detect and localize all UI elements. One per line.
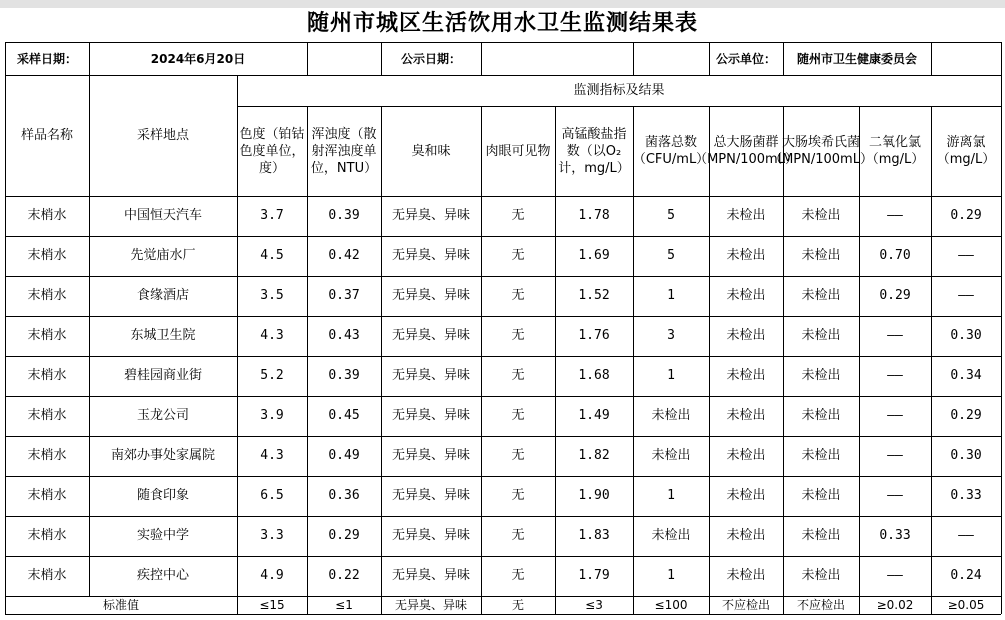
table-cell: 3.5 [260, 288, 284, 303]
table-cell: 无 [511, 288, 525, 303]
table-cell: 未检出 [801, 328, 841, 343]
grid-vline [307, 106, 308, 196]
table-cell: —— [958, 528, 974, 543]
table-cell: 0.34 [950, 368, 982, 383]
header-indicator-group: 监测指标及结果 [573, 83, 665, 98]
table-cell: 1.69 [578, 248, 610, 263]
table-cell: 1.49 [578, 408, 610, 423]
table-row-site: 南郊办事处家属院 [110, 448, 215, 463]
table-cell: 1.78 [578, 208, 610, 223]
table-cell: 0.29 [950, 408, 982, 423]
table-cell: 5 [667, 248, 675, 263]
grid-vline [1001, 596, 1002, 614]
grid-vline [5, 196, 6, 596]
header-sampling-site: 采样地点 [136, 128, 189, 143]
table-row-sample: 末梢水 [27, 248, 67, 263]
grid-vline [859, 196, 860, 596]
header-column: 色度（铂钴色度单位，度） [239, 126, 305, 176]
standard-value: ≥0.02 [876, 598, 914, 612]
table-cell: 未检出 [801, 248, 841, 263]
table-cell: 5 [667, 208, 675, 223]
table-cell: 1.82 [578, 448, 610, 463]
table-row-site: 碧桂园商业街 [123, 368, 202, 383]
table-cell: 1.76 [578, 328, 610, 343]
grid-vline [633, 42, 634, 75]
grid-vline [859, 596, 860, 614]
table-cell: 0.36 [328, 488, 360, 503]
table-cell: 0.43 [328, 328, 360, 343]
grid-hline [5, 236, 1001, 237]
table-cell: 无异臭、异味 [391, 528, 470, 543]
table-cell: 未检出 [801, 368, 841, 383]
table-row-sample: 末梢水 [27, 328, 67, 343]
grid-vline [89, 42, 90, 75]
table-row-site: 玉龙公司 [136, 408, 189, 423]
table-cell: 未检出 [651, 408, 691, 423]
sampling-date-value: 2024年6月20日 [150, 51, 246, 66]
table-cell: 无 [511, 448, 525, 463]
standard-value: ≤3 [585, 598, 603, 612]
table-cell: 0.37 [328, 288, 360, 303]
table-cell: 3.3 [260, 528, 284, 543]
table-cell: 无 [511, 528, 525, 543]
table-cell: 未检出 [801, 288, 841, 303]
table-cell: 未检出 [726, 208, 766, 223]
announce-unit-label: 公示单位： [715, 51, 776, 66]
table-cell: 未检出 [651, 528, 691, 543]
grid-hline [5, 614, 1001, 615]
announce-date-value [481, 42, 633, 75]
table-cell: 3.7 [260, 208, 284, 223]
table-cell: 1 [667, 488, 675, 503]
table-cell: 未检出 [726, 448, 766, 463]
grid-vline [481, 42, 482, 75]
grid-vline [633, 196, 634, 596]
grid-vline [381, 106, 382, 196]
grid-vline [555, 196, 556, 596]
table-cell: 3.9 [260, 408, 284, 423]
grid-hline [5, 596, 1001, 597]
table-cell: 未检出 [726, 528, 766, 543]
grid-hline [5, 196, 1001, 197]
table-cell: 0.33 [950, 488, 982, 503]
table-cell: —— [887, 208, 903, 223]
grid-vline [307, 196, 308, 596]
table-cell: 1.68 [578, 368, 610, 383]
table-cell: 0.29 [950, 208, 982, 223]
table-cell: 无 [511, 208, 525, 223]
table-cell: 1.83 [578, 528, 610, 543]
header-column: 臭和味 [411, 143, 451, 159]
grid-vline [931, 196, 932, 596]
sampling-date-label: 采样日期： [16, 51, 77, 66]
announce-unit-value: 随州市卫生健康委员会 [796, 51, 917, 66]
grid-vline [307, 596, 308, 614]
grid-vline [381, 196, 382, 596]
table-cell: 5.2 [260, 368, 284, 383]
announce-date-label: 公示日期： [400, 51, 461, 66]
grid-vline [783, 42, 784, 75]
table-cell: 无异臭、异味 [391, 328, 470, 343]
standard-value: 无 [511, 598, 524, 612]
table-cell: 无异臭、异味 [391, 288, 470, 303]
standard-value: 无异臭、异味 [394, 598, 467, 612]
grid-vline [5, 42, 6, 75]
table-cell: 未检出 [651, 448, 691, 463]
header-column: 菌落总数（CFU/mL） [632, 135, 710, 167]
grid-hline [5, 396, 1001, 397]
header-column: 二氧化氯（mg/L） [865, 135, 925, 167]
table-cell: —— [887, 448, 903, 463]
table-cell: —— [887, 368, 903, 383]
table-cell: —— [958, 248, 974, 263]
table-cell: 0.33 [879, 528, 911, 543]
grid-hline [5, 276, 1001, 277]
grid-hline [237, 106, 1001, 107]
table-cell: 无异臭、异味 [391, 408, 470, 423]
table-row-sample: 末梢水 [27, 528, 67, 543]
table-cell: 无 [511, 248, 525, 263]
table-row-site: 先觉庙水厂 [130, 248, 196, 263]
grid-hline [5, 436, 1001, 437]
grid-vline [89, 75, 90, 196]
standard-label: 标准值 [102, 598, 139, 612]
table-cell: 1 [667, 568, 675, 583]
table-cell: 1 [667, 368, 675, 383]
table-cell: 1 [667, 288, 675, 303]
header-sample-name: 样品名称 [20, 128, 73, 143]
grid-vline [481, 596, 482, 614]
header-column: 总大肠菌群（MPN/100mL） [694, 135, 798, 167]
table-cell: 未检出 [726, 568, 766, 583]
grid-vline [1001, 196, 1002, 596]
table-row-site: 食缘酒店 [136, 288, 189, 303]
grid-vline [5, 75, 6, 196]
standard-value: 不应检出 [796, 598, 845, 612]
header-column: 游离氯（mg/L） [936, 135, 996, 167]
table-cell: 未检出 [726, 288, 766, 303]
table-row-sample: 末梢水 [27, 288, 67, 303]
table-cell: 3 [667, 328, 675, 343]
table-row-site: 随食印象 [136, 488, 189, 503]
table-cell: 4.3 [260, 448, 284, 463]
table-cell: 6.5 [260, 488, 284, 503]
table-cell: 0.29 [328, 528, 360, 543]
table-cell: 无异臭、异味 [391, 448, 470, 463]
table-cell: 4.3 [260, 328, 284, 343]
table-cell: 0.39 [328, 208, 360, 223]
grid-hline [5, 356, 1001, 357]
table-row-sample: 末梢水 [27, 448, 67, 463]
grid-vline [307, 42, 308, 75]
table-cell: 无异臭、异味 [391, 248, 470, 263]
grid-hline [5, 516, 1001, 517]
grid-vline [633, 596, 634, 614]
table-row-site: 实验中学 [136, 528, 189, 543]
grid-hline [5, 476, 1001, 477]
table-cell: 未检出 [801, 408, 841, 423]
table-cell: 0.29 [879, 288, 911, 303]
table-cell: 4.9 [260, 568, 284, 583]
table-cell: 未检出 [726, 248, 766, 263]
table-cell: 0.45 [328, 408, 360, 423]
grid-vline [709, 106, 710, 196]
table-cell: 0.30 [950, 328, 982, 343]
grid-hline [5, 556, 1001, 557]
grid-vline [931, 596, 932, 614]
table-cell: 0.22 [328, 568, 360, 583]
grid-vline [237, 196, 238, 596]
table-cell: 0.39 [328, 368, 360, 383]
grid-vline [931, 42, 932, 75]
grid-vline [859, 106, 860, 196]
table-row-site: 疾控中心 [136, 568, 189, 583]
standard-value: ≤15 [259, 598, 285, 612]
table-row-site: 中国恒天汽车 [123, 208, 202, 223]
standard-value: ≤100 [654, 598, 688, 612]
header-column: 肉眼可见物 [485, 143, 551, 159]
table-cell: 未检出 [726, 488, 766, 503]
grid-vline [1001, 42, 1002, 75]
table-cell: —— [887, 408, 903, 423]
header-column: 浑浊度（散射浑浊度单位，NTU） [310, 126, 378, 176]
grid-vline [555, 596, 556, 614]
table-cell: 0.30 [950, 448, 982, 463]
table-cell: 无 [511, 408, 525, 423]
table-cell: 无 [511, 488, 525, 503]
grid-vline [783, 196, 784, 596]
table-cell: 未检出 [726, 408, 766, 423]
table-cell: 无异臭、异味 [391, 568, 470, 583]
standard-value: 不应检出 [721, 598, 770, 612]
grid-vline [931, 106, 932, 196]
table-cell: 1.52 [578, 288, 610, 303]
grid-vline [481, 196, 482, 596]
table-cell: 未检出 [726, 368, 766, 383]
table-cell: —— [887, 328, 903, 343]
table-cell: 4.5 [260, 248, 284, 263]
table-cell: 1.79 [578, 568, 610, 583]
grid-vline [381, 42, 382, 75]
table-cell: 未检出 [801, 488, 841, 503]
table-cell: 无 [511, 328, 525, 343]
table-row-sample: 末梢水 [27, 208, 67, 223]
grid-vline [237, 75, 238, 196]
grid-vline [555, 106, 556, 196]
standard-value: ≤1 [335, 598, 353, 612]
grid-hline [5, 42, 1001, 43]
table-cell: 0.42 [328, 248, 360, 263]
table-row-sample: 末梢水 [27, 568, 67, 583]
grid-vline [89, 196, 90, 596]
grid-vline [709, 196, 710, 596]
table-cell: 未检出 [801, 448, 841, 463]
table-cell: 无异臭、异味 [391, 208, 470, 223]
grid-vline [783, 596, 784, 614]
grid-vline [709, 42, 710, 75]
grid-vline [381, 596, 382, 614]
grid-vline [633, 106, 634, 196]
table-cell: 0.24 [950, 568, 982, 583]
table-cell: 无 [511, 368, 525, 383]
standard-value: ≥0.05 [947, 598, 985, 612]
table-cell: 1.90 [578, 488, 610, 503]
table-cell: 未检出 [801, 528, 841, 543]
header-column: 大肠埃希氏菌（MPN/100mL） [769, 135, 873, 167]
page-title: 随州市城区生活饮用水卫生监测结果表 [306, 10, 698, 36]
table-cell: —— [958, 288, 974, 303]
table-row-sample: 末梢水 [27, 368, 67, 383]
grid-vline [783, 106, 784, 196]
table-cell: 无 [511, 568, 525, 583]
table-row-site: 东城卫生院 [130, 328, 196, 343]
table-cell: —— [887, 568, 903, 583]
table-cell: —— [887, 488, 903, 503]
grid-vline [1001, 75, 1002, 196]
grid-vline [709, 596, 710, 614]
header-column: 高锰酸盐指数（以O₂计，mg/L） [558, 126, 630, 176]
table-cell: 未检出 [726, 328, 766, 343]
table-cell: 未检出 [801, 568, 841, 583]
table-cell: 无异臭、异味 [391, 368, 470, 383]
table-cell: 未检出 [801, 208, 841, 223]
table-cell: 无异臭、异味 [391, 488, 470, 503]
grid-vline [481, 106, 482, 196]
table-row-sample: 末梢水 [27, 408, 67, 423]
grid-vline [5, 596, 6, 614]
table-cell: 0.70 [879, 248, 911, 263]
table-cell: 0.49 [328, 448, 360, 463]
table-row-sample: 末梢水 [27, 488, 67, 503]
grid-hline [5, 316, 1001, 317]
grid-vline [237, 596, 238, 614]
grid-hline [5, 75, 1001, 76]
